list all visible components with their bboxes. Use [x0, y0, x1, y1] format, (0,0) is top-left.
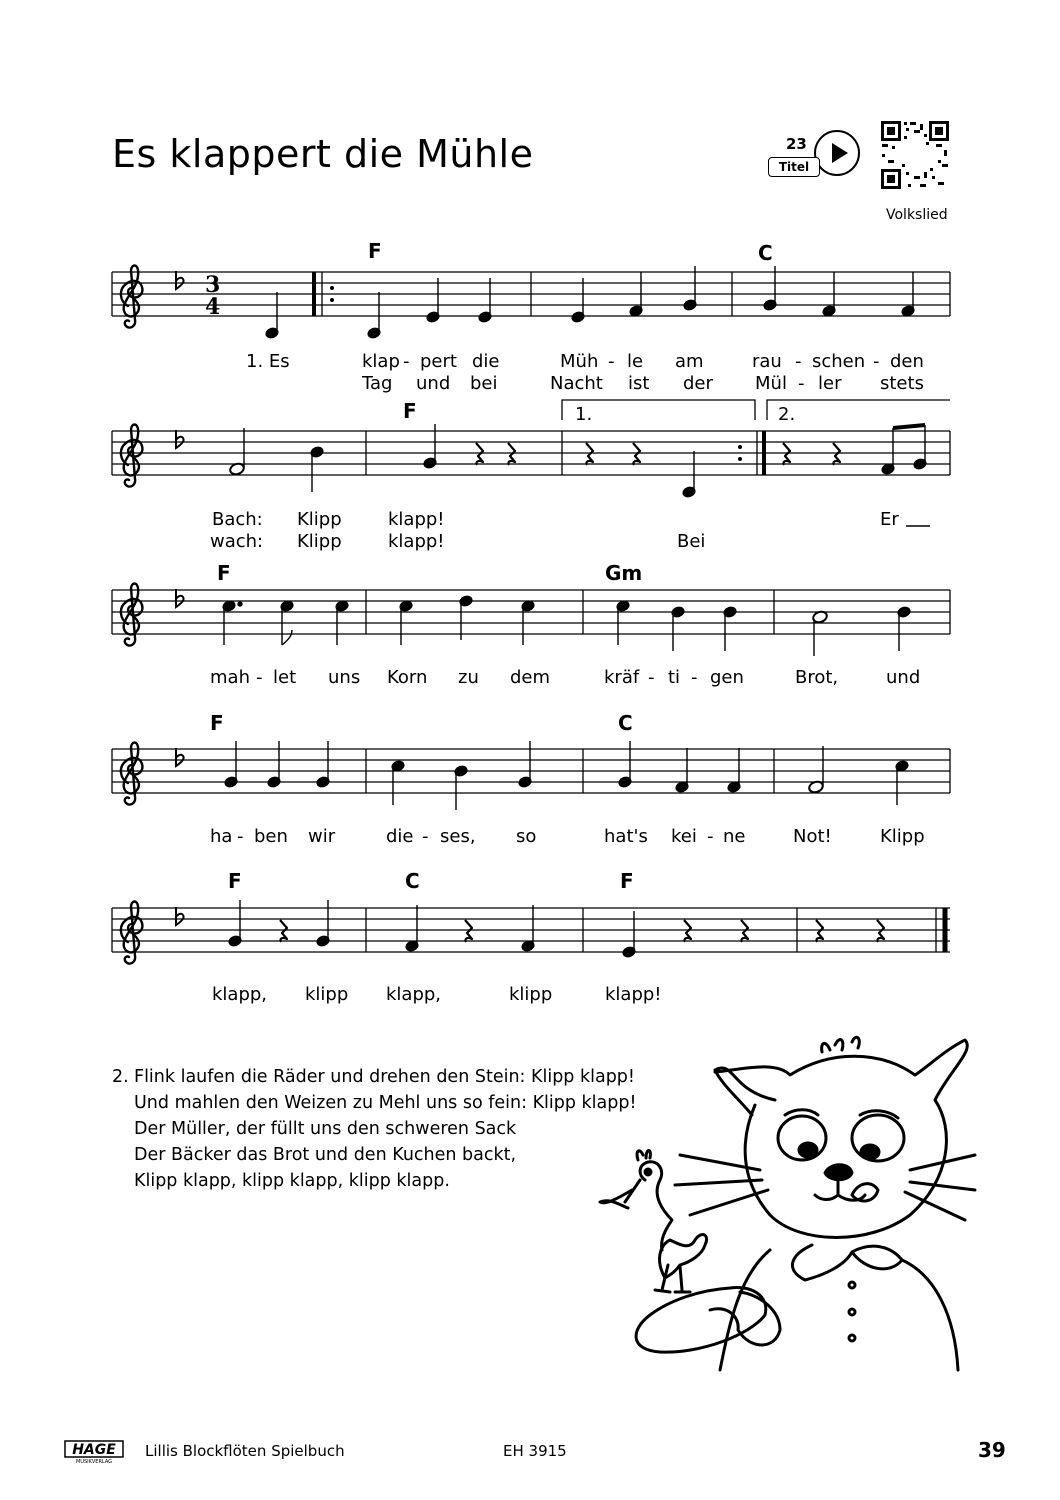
lyric-syllable: -	[422, 826, 429, 847]
page-number: 39	[978, 1438, 1006, 1462]
chord-symbol: Gm	[605, 561, 643, 585]
staff-system-5	[112, 869, 950, 1005]
lyric-syllable: klap	[362, 351, 400, 372]
treble-clef-icon	[121, 425, 142, 487]
chord-symbol: F	[368, 239, 382, 263]
lyric-syllable: stets	[880, 373, 924, 394]
verse-number: 2.	[112, 1067, 129, 1087]
lyric-syllable: -	[795, 351, 802, 372]
lyric-syllable: die	[472, 351, 500, 372]
lyric-syllable: Mül	[755, 373, 787, 394]
lyric-syllable: Bach:	[212, 509, 263, 530]
flat-icon	[176, 430, 184, 448]
flat-icon	[176, 271, 184, 289]
lyric-syllable: zu	[458, 667, 479, 688]
lyric-syllable: Tag	[362, 373, 393, 394]
lyric-syllable: gen	[710, 667, 744, 688]
treble-clef-icon	[121, 902, 142, 964]
notes	[224, 741, 909, 810]
lyric-syllable: Korn	[387, 667, 428, 688]
lyric-syllable: kei	[671, 826, 697, 847]
lyric-syllable: klapp,	[386, 984, 442, 1005]
page-footer	[0, 1438, 1060, 1468]
lyric-syllable: uns	[328, 667, 361, 688]
book-title: Lillis Blockflöten Spielbuch	[145, 1442, 345, 1460]
lyric-syllable: Er	[880, 509, 899, 530]
lyric-syllable: ist	[628, 373, 650, 394]
volta-1: 1.	[575, 404, 593, 425]
notes	[265, 266, 915, 339]
flat-icon	[176, 748, 184, 766]
chord-symbol: F	[620, 869, 634, 893]
lyric-syllable: und	[886, 667, 921, 688]
lyric-syllable: Brot,	[795, 667, 839, 688]
lyric-syllable: -	[648, 667, 655, 688]
track-number: 23	[786, 135, 807, 153]
lyric-syllable: Nacht	[550, 373, 603, 394]
treble-clef-icon	[121, 743, 142, 805]
lyric-syllable: -	[256, 667, 263, 688]
staff-system-2	[112, 399, 950, 552]
lyric-syllable: den	[890, 351, 924, 372]
treble-clef-icon	[121, 266, 142, 328]
lyric-syllable: ben	[254, 826, 288, 847]
lyric-syllable: so	[516, 826, 537, 847]
verse-2	[112, 1064, 637, 1194]
treble-clef-icon	[121, 584, 142, 646]
time-sig-top: 3	[205, 272, 221, 298]
verse-line: Klipp klapp, klipp klapp, klipp klapp.	[134, 1171, 450, 1191]
verse-line: Und mahlen den Weizen zu Mehl uns so fein: Klipp klapp!	[134, 1093, 637, 1113]
lyric-syllable: schen	[812, 351, 866, 372]
lyric-syllable: kräf	[604, 667, 640, 688]
verse-line: Flink laufen die Räder und drehen den Stein: Klipp klapp!	[134, 1067, 635, 1087]
lyric-syllable: die	[386, 826, 414, 847]
lyric-syllable: -	[798, 373, 805, 394]
song-title: Es klappert die Mühle	[112, 132, 534, 176]
lyric-syllable: klapp!	[388, 531, 445, 552]
lyric-syllable: ne	[723, 826, 746, 847]
chord-symbol: C	[405, 869, 420, 893]
lyric-syllable: klapp!	[388, 509, 445, 530]
rests	[476, 443, 840, 465]
lyric-syllable: Not!	[793, 826, 832, 847]
lyric-syllable: dem	[510, 667, 551, 688]
lyric-syllable: -	[707, 826, 714, 847]
svg-text:HAGE: HAGE	[72, 1442, 116, 1458]
lyric-syllable: der	[683, 373, 713, 394]
lyric-syllable: klapp!	[605, 984, 662, 1005]
lyric-syllable: -	[873, 351, 880, 372]
lyric-syllable: pert	[420, 351, 457, 372]
publisher-logo	[64, 1440, 124, 1464]
lyric-syllable: hat's	[604, 826, 648, 847]
staff-system-1	[112, 239, 950, 394]
lyric-syllable: mah	[210, 667, 250, 688]
lyric-syllable: klipp	[305, 984, 349, 1005]
lyric-syllable: am	[675, 351, 704, 372]
lyric-syllable: wach:	[210, 531, 264, 552]
chord-symbol: F	[228, 869, 242, 893]
lyric-syllable: let	[273, 667, 297, 688]
lyric-syllable: Müh	[560, 351, 599, 372]
lyric-syllable: -	[403, 351, 410, 372]
lyric-syllable: 1. Es	[246, 351, 290, 372]
lyric-syllable: -	[237, 826, 244, 847]
flat-icon	[176, 589, 184, 607]
notes	[228, 900, 636, 958]
notes	[222, 595, 911, 656]
staff-system-3	[112, 561, 950, 688]
lyric-syllable: und	[416, 373, 451, 394]
rests	[280, 920, 884, 942]
composer-credit: Volkslied	[886, 207, 948, 223]
lyric-syllable: ses,	[440, 826, 476, 847]
chord-symbol: F	[210, 711, 224, 735]
chord-symbol: C	[758, 241, 773, 265]
lyric-syllable: ti	[668, 667, 681, 688]
lyric-syllable: -	[608, 351, 615, 372]
lyric-syllable: Klipp	[880, 826, 925, 847]
lyric-syllable: Klipp	[297, 531, 342, 552]
verse-line: Der Bäcker das Brot und den Kuchen backt,	[134, 1145, 517, 1165]
lyric-syllable: klipp	[509, 984, 553, 1005]
lyric-syllable: Bei	[677, 531, 706, 552]
verse-line: Der Müller, der füllt uns den schweren Sack	[134, 1119, 517, 1139]
lyric-syllable: klapp,	[212, 984, 268, 1005]
volta-2: 2.	[778, 404, 796, 425]
cat-illustration	[590, 1030, 980, 1420]
lyric-syllable: le	[627, 351, 644, 372]
svg-text:MUSIKVERLAG: MUSIKVERLAG	[75, 1459, 113, 1464]
catalog-code: EH 3915	[503, 1442, 567, 1460]
lyric-syllable: wir	[308, 826, 336, 847]
lyric-syllable: rau	[752, 351, 782, 372]
chord-symbol: F	[403, 399, 417, 423]
chord-symbol: F	[217, 561, 231, 585]
time-sig-bottom: 4	[205, 294, 221, 320]
lyric-syllable: bei	[470, 373, 498, 394]
flat-icon	[176, 907, 184, 925]
chord-symbol: C	[618, 711, 633, 735]
lyric-syllable: ler	[818, 373, 842, 394]
track-label: Titel	[768, 157, 820, 177]
lyric-syllable: ha	[210, 826, 233, 847]
lyric-syllable: Klipp	[297, 509, 342, 530]
staff-system-4	[112, 711, 950, 847]
notes	[229, 424, 927, 498]
lyric-syllable: -	[691, 667, 698, 688]
